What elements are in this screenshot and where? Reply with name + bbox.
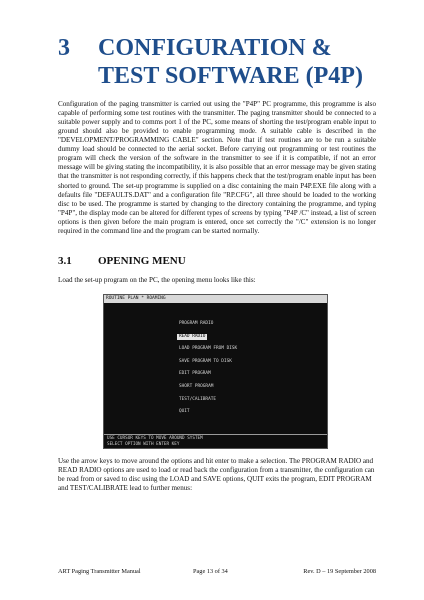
screen-title-bar: ROUTINE PLAN * ROAMING (104, 295, 327, 303)
menu-item-program-radio: PROGRAM RADIO (179, 321, 214, 326)
section-lead-text: Load the set-up program on the PC, the opening menu looks like this: (58, 276, 256, 284)
menu-item-quit: QUIT (179, 409, 190, 415)
menu-description-paragraph: Use the arrow keys to move around the options and hit enter to make a selection. The PROGRAM RADIO and READ RADIO options are used to load or read back the configuration from a transmitter, the configuration can be read from or saved to disc using the LOAD and SAVE options, QUIT exits the program, EDIT PROGRAM and TEST/CALIBRATE lead to further menus: (58, 457, 375, 493)
section-title: OPENING MENU (98, 255, 186, 267)
menu-item-read-radio: READ RADIO (179, 333, 206, 339)
footer-manual-title: ART Paging Transmitter Manual (58, 568, 141, 575)
footer-page-number: Page 13 of 34 (193, 568, 228, 575)
opening-menu-screenshot (103, 294, 328, 449)
section-heading (58, 255, 376, 267)
chapter-number: 3 (58, 35, 70, 61)
footer-revision: Rev. D – 19 September 2008 (303, 568, 376, 575)
chapter-heading (58, 34, 398, 90)
menu-item-short-program: SHORT PROGRAM (179, 383, 214, 389)
menu-item-edit-program: EDIT PROGRAM (179, 371, 211, 377)
status-line: USE CURSOR KEYS TO MOVE AROUND SYSTEM (107, 436, 203, 441)
status-line: SELECT OPTION WITH ENTER KEY (107, 441, 180, 447)
screen-menu-list (177, 321, 297, 422)
chapter-title: CONFIGURATION & TEST SOFTWARE (P4P) (98, 35, 363, 89)
screen-status-bar (104, 434, 327, 448)
intro-paragraph: Configuration of the paging transmitter is carried out using the "P4P" PC programme, this programme is also capable of performing some test routines with the transmitter. The paging transmitter should be connected to a suitable power supply and to comms port 1 of the PC, some means of shorting the test/program enable input to ground should also be provided to enable programming mode. A suitable cable is described in the "DEVELOPMENT/PROGRAMMING CABLE" section. Note that if test routines are to be run a suitable dummy load should be connected to the aerial socket. Before carrying out programming or test routines the program will check the version of the software in the transmitter to see if it is compatible, if not an error message will be giving stating the incompatibility, it is also possible that an error message may be given stating that the transmitter is not responding correctly, if this happens check that the test/program enable input has been shorted to ground. The set-up programme is supplied on a disc containing the main P4P.EXE file along with a defaults file "DEFAULTS.DAT" and a configuration file "RP.CFG", all three should be loaded to the working disc to be used. The programme is started by changing to the directory containing the programme, and typing "P4P", the display mode can be altered for different types of screens by typing "P4P /C" instead, a list of screen options is then given before the main program is entered, once set correctly the "/C" extension is no longer required in the command line and the program can be started normally. (58, 100, 376, 235)
menu-item-test-calibrate: TEST/CALIBRATE (179, 396, 217, 402)
menu-item-load-program: LOAD PROGRAM FROM DISK (179, 346, 238, 352)
page-footer (58, 567, 376, 577)
section-number: 3.1 (58, 255, 72, 267)
menu-item-save-program: SAVE PROGRAM TO DISK (179, 358, 232, 364)
